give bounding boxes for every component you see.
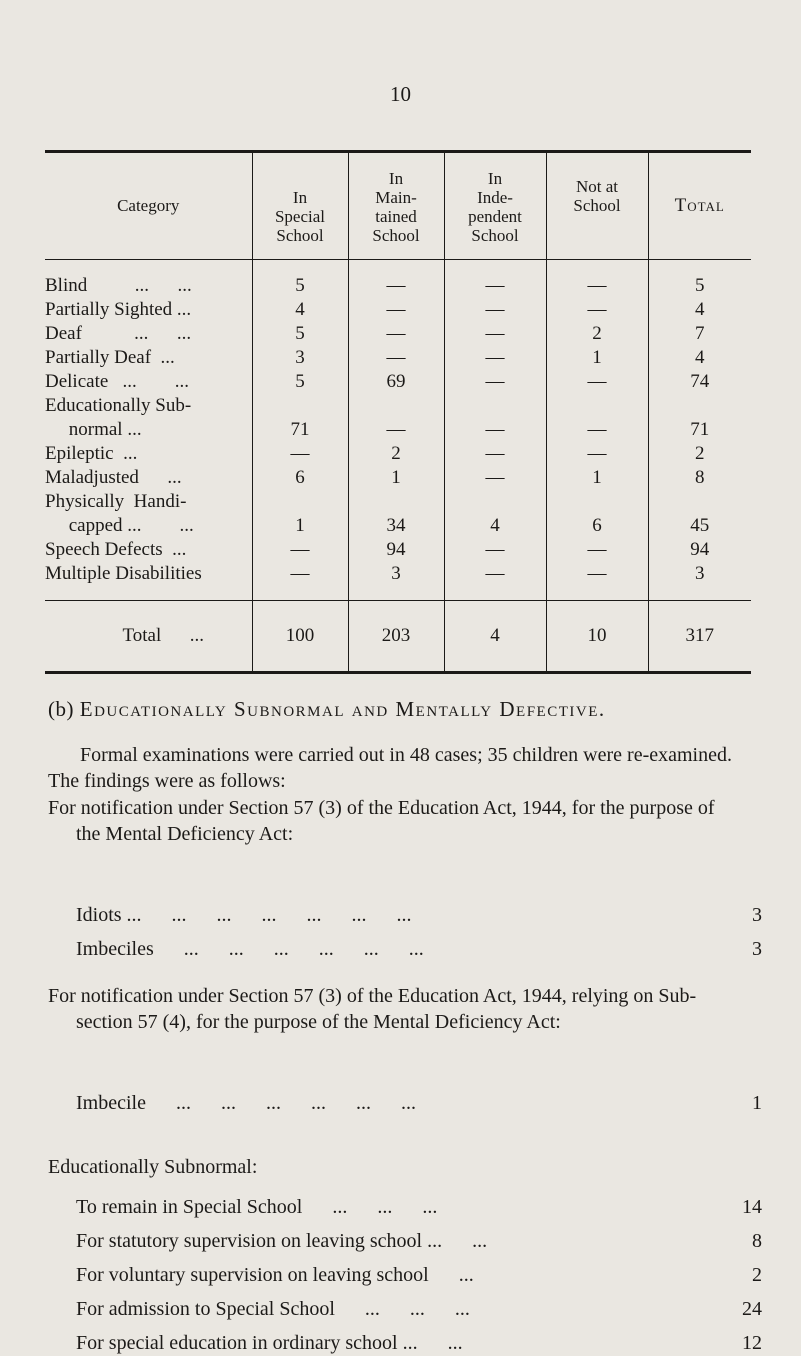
cell-special: 3 bbox=[252, 346, 348, 370]
esn-item-label: For statutory supervision on leaving school ... ... bbox=[76, 1230, 488, 1252]
esn-heading: Educationally Subnormal: bbox=[48, 1156, 258, 1178]
table-body bbox=[45, 260, 751, 601]
imbecile-line bbox=[76, 1090, 762, 1116]
table-total-row bbox=[45, 601, 751, 672]
esn-item bbox=[76, 1194, 762, 1220]
esn-item-value: 24 bbox=[742, 1298, 762, 1320]
cell-independent: — bbox=[444, 418, 546, 442]
section-heading-prefix: (b) bbox=[48, 697, 74, 721]
disabilities-table bbox=[45, 150, 751, 674]
cell-special: 6 bbox=[252, 466, 348, 490]
cell-total: 71 bbox=[648, 418, 751, 442]
table-row bbox=[45, 442, 751, 466]
table-row bbox=[45, 394, 751, 418]
row-category: Educationally Sub- bbox=[45, 395, 192, 416]
notification-paragraph-1: For notification under Section 57 (3) of the Education Act, 1944, for the purpose of the Mental Deficiency Act: bbox=[48, 797, 715, 845]
cell-not-at-school: — bbox=[546, 442, 648, 466]
cell-not-at-school: 6 bbox=[546, 514, 648, 538]
cell-special bbox=[252, 394, 348, 418]
row-category: Multiple Disabilities bbox=[45, 563, 202, 584]
cell-total: 4 bbox=[648, 346, 751, 370]
cell-total: 3 bbox=[648, 562, 751, 601]
esn-item-label: To remain in Special School ... ... ... bbox=[76, 1196, 438, 1218]
table-row bbox=[45, 322, 751, 346]
cell-total: 45 bbox=[648, 514, 751, 538]
row-category: normal ... bbox=[45, 419, 142, 440]
table-row bbox=[45, 370, 751, 394]
table-row bbox=[45, 466, 751, 490]
header-category: Category bbox=[117, 196, 180, 215]
cell-not-at-school: — bbox=[546, 370, 648, 394]
total-row-label: Total ... bbox=[122, 625, 205, 646]
cell-maintained: 2 bbox=[348, 442, 444, 466]
esn-item-value: 14 bbox=[742, 1196, 762, 1218]
section-heading-title: Educationally Subnormal and Mentally Defective. bbox=[79, 697, 606, 721]
cell-total: 5 bbox=[648, 260, 751, 299]
cell-maintained bbox=[348, 490, 444, 514]
total-maintained: 203 bbox=[348, 601, 444, 672]
cell-maintained: — bbox=[348, 322, 444, 346]
header-not-at-school: Not at School bbox=[546, 153, 648, 260]
row-category: Physically Handi- bbox=[45, 491, 187, 512]
cell-special: 5 bbox=[252, 370, 348, 394]
cell-independent: — bbox=[444, 346, 546, 370]
cell-independent: — bbox=[444, 260, 546, 299]
cell-total: 74 bbox=[648, 370, 751, 394]
cell-independent: — bbox=[444, 298, 546, 322]
cell-independent bbox=[444, 490, 546, 514]
row-category: capped ... ... bbox=[45, 515, 194, 536]
table-row bbox=[45, 346, 751, 370]
cell-independent: — bbox=[444, 466, 546, 490]
cell-not-at-school: — bbox=[546, 538, 648, 562]
row-category: Partially Sighted ... bbox=[45, 299, 192, 320]
cell-maintained: — bbox=[348, 260, 444, 299]
cell-special: — bbox=[252, 562, 348, 601]
esn-item bbox=[76, 1228, 762, 1254]
page-number: 10 bbox=[390, 82, 411, 106]
cell-not-at-school: 2 bbox=[546, 322, 648, 346]
cell-not-at-school: 1 bbox=[546, 466, 648, 490]
cell-not-at-school: — bbox=[546, 260, 648, 299]
cell-maintained: 69 bbox=[348, 370, 444, 394]
total-grand: 317 bbox=[648, 601, 751, 672]
cell-special: — bbox=[252, 442, 348, 466]
esn-item bbox=[76, 1330, 762, 1356]
cell-special: 1 bbox=[252, 514, 348, 538]
esn-item bbox=[76, 1262, 762, 1288]
idiots-line bbox=[76, 902, 762, 928]
cell-maintained: 34 bbox=[348, 514, 444, 538]
notification-paragraph-2: For notification under Section 57 (3) of the Education Act, 1944, relying on Sub-section 57 (4), for the purpose of the Mental Deficiency Act: bbox=[48, 985, 697, 1033]
table-row bbox=[45, 260, 751, 299]
esn-item-label: For admission to Special School ... ... ... bbox=[76, 1298, 470, 1320]
table-row bbox=[45, 490, 751, 514]
table-row bbox=[45, 538, 751, 562]
cell-not-at-school bbox=[546, 490, 648, 514]
table-row bbox=[45, 562, 751, 601]
cell-total: 4 bbox=[648, 298, 751, 322]
cell-special: 5 bbox=[252, 322, 348, 346]
cell-independent: 4 bbox=[444, 514, 546, 538]
cell-total: 7 bbox=[648, 322, 751, 346]
esn-item-value: 8 bbox=[752, 1230, 762, 1252]
cell-maintained: 1 bbox=[348, 466, 444, 490]
cell-independent: — bbox=[444, 370, 546, 394]
header-maintained-school: In Main- tained School bbox=[348, 153, 444, 260]
header-special-school: In Special School bbox=[252, 153, 348, 260]
total-special: 100 bbox=[252, 601, 348, 672]
cell-not-at-school: 1 bbox=[546, 346, 648, 370]
cell-not-at-school: — bbox=[546, 418, 648, 442]
table-row bbox=[45, 298, 751, 322]
cell-total bbox=[648, 490, 751, 514]
esn-item-value: 12 bbox=[742, 1332, 762, 1354]
imbecile-label: Imbecile ... ... ... ... ... ... bbox=[76, 1092, 416, 1114]
cell-special: 5 bbox=[252, 260, 348, 299]
cell-total: 8 bbox=[648, 466, 751, 490]
idiots-value: 3 bbox=[752, 904, 762, 926]
intro-paragraph: Formal examinations were carried out in 48 cases; 35 children were re-examined. The findings were as follows: bbox=[48, 744, 732, 792]
table-header-row bbox=[45, 153, 751, 260]
cell-total: 2 bbox=[648, 442, 751, 466]
row-category: Maladjusted ... bbox=[45, 467, 182, 488]
esn-item-label: For voluntary supervision on leaving school ... bbox=[76, 1264, 474, 1286]
cell-maintained: — bbox=[348, 346, 444, 370]
idiots-label: Idiots ... ... ... ... ... ... ... bbox=[76, 904, 412, 926]
cell-independent: — bbox=[444, 442, 546, 466]
esn-item bbox=[76, 1296, 762, 1322]
cell-maintained: — bbox=[348, 418, 444, 442]
table-row bbox=[45, 418, 751, 442]
cell-total bbox=[648, 394, 751, 418]
cell-special: — bbox=[252, 538, 348, 562]
row-category: Speech Defects ... bbox=[45, 539, 187, 560]
cell-not-at-school: — bbox=[546, 298, 648, 322]
cell-special: 4 bbox=[252, 298, 348, 322]
row-category: Delicate ... ... bbox=[45, 371, 190, 392]
header-independent-school: In Inde- pendent School bbox=[444, 153, 546, 260]
cell-maintained: — bbox=[348, 298, 444, 322]
table-row bbox=[45, 514, 751, 538]
esn-item-label: For special education in ordinary school ... ... bbox=[76, 1332, 463, 1354]
total-not-at-school: 10 bbox=[546, 601, 648, 672]
row-category: Partially Deaf ... bbox=[45, 347, 175, 368]
row-category: Deaf ... ... bbox=[45, 323, 192, 344]
header-total: Total bbox=[648, 153, 751, 260]
imbeciles-value: 3 bbox=[752, 938, 762, 960]
cell-not-at-school bbox=[546, 394, 648, 418]
cell-total: 94 bbox=[648, 538, 751, 562]
imbecile-value: 1 bbox=[752, 1092, 762, 1114]
total-independent: 4 bbox=[444, 601, 546, 672]
cell-maintained: 3 bbox=[348, 562, 444, 601]
cell-independent: — bbox=[444, 562, 546, 601]
cell-independent: — bbox=[444, 538, 546, 562]
row-category: Blind ... ... bbox=[45, 275, 192, 296]
imbeciles-label: Imbeciles ... ... ... ... ... ... bbox=[76, 938, 424, 960]
cell-independent: — bbox=[444, 322, 546, 346]
cell-maintained: 94 bbox=[348, 538, 444, 562]
cell-special bbox=[252, 490, 348, 514]
imbeciles-line bbox=[76, 936, 762, 962]
cell-not-at-school: — bbox=[546, 562, 648, 601]
esn-item-value: 2 bbox=[752, 1264, 762, 1286]
cell-independent bbox=[444, 394, 546, 418]
row-category: Epileptic ... bbox=[45, 443, 138, 464]
section-heading bbox=[48, 697, 768, 722]
cell-special: 71 bbox=[252, 418, 348, 442]
cell-maintained bbox=[348, 394, 444, 418]
